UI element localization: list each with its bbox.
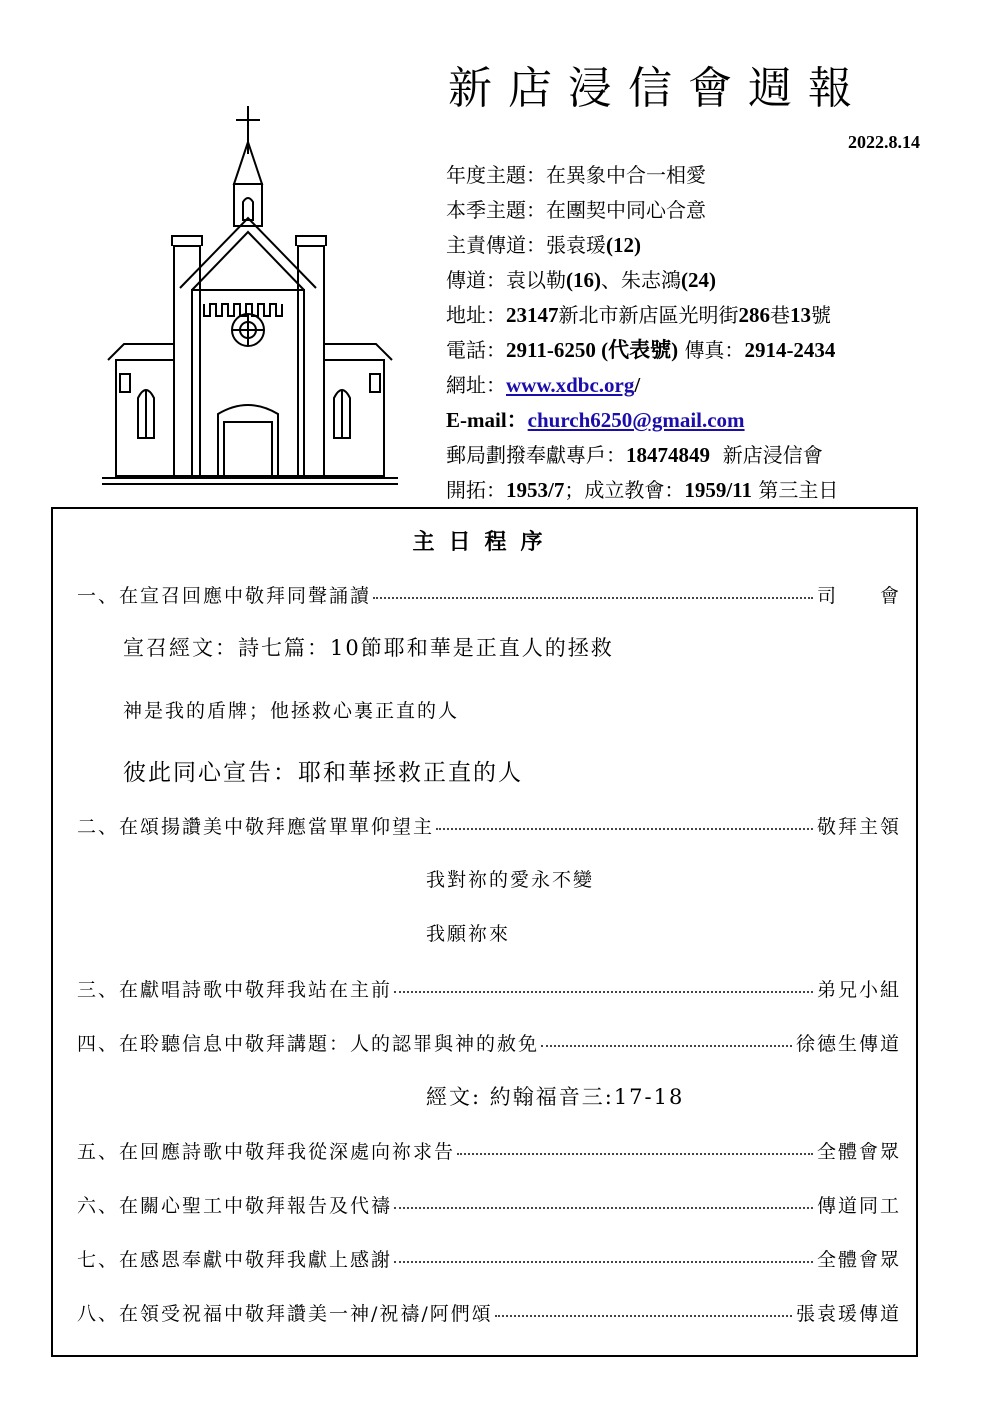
program-row xyxy=(77,1297,901,1327)
program-row xyxy=(77,579,901,609)
founding xyxy=(446,473,956,508)
program-row xyxy=(77,1135,901,1165)
address-label: 地址： xyxy=(446,303,506,327)
bulletin-date: 2022.8.14 xyxy=(848,132,920,152)
postal-label: 郵局劃撥奉獻專戶： xyxy=(446,443,626,467)
program-row xyxy=(77,1243,901,1273)
address-lane-num: 286 xyxy=(738,303,770,327)
program-leader: 徐德生傳道 xyxy=(795,1032,901,1055)
established-suffix: 第三主日 xyxy=(758,478,839,502)
preacher-2-num: (24) xyxy=(681,268,716,292)
program-part: 三、在獻唱詩歌中敬拜 xyxy=(77,978,288,1001)
preachers xyxy=(446,263,956,298)
preacher-1-num: (16) xyxy=(566,268,601,292)
established-label: ；成立教會： xyxy=(564,478,685,502)
song-3: 我願祢來 xyxy=(426,923,511,945)
address xyxy=(446,298,956,333)
program-content: 應當單單仰望主 xyxy=(287,815,435,838)
founded-label: 開拓： xyxy=(446,478,506,502)
preacher-2: 、朱志鴻 xyxy=(601,268,681,292)
address-lane: 巷 xyxy=(770,303,790,327)
leader-dots xyxy=(436,828,813,830)
leader-dots xyxy=(394,1261,813,1263)
fax-value: 2914-2434 xyxy=(744,338,836,362)
church-illustration xyxy=(100,98,400,488)
web-suffix: / xyxy=(634,373,641,397)
lead-pastor-num: (12) xyxy=(606,233,641,257)
program-row xyxy=(77,1027,901,1057)
postal-name: 新店浸信會 xyxy=(722,443,823,467)
program-leader: 全體會眾 xyxy=(816,1140,901,1163)
program-part: 六、在關心聖工中敬拜 xyxy=(77,1194,288,1217)
scripture: 經文: 約翰福音三:17-18 xyxy=(426,1085,685,1109)
lead-pastor-label: 主責傳道：張袁瑗 xyxy=(446,233,606,257)
program-content: 報告及代禱 xyxy=(287,1194,393,1217)
website-link[interactable]: www.xdbc.org xyxy=(506,373,635,397)
program-leader: 張袁瑗傳道 xyxy=(795,1302,901,1325)
call-line-3: 彼此同心宣告：耶和華拯救正直的人 xyxy=(123,760,523,786)
program-content: 講題：人的認罪與神的赦免 xyxy=(287,1032,540,1055)
call-verse: 宣召經文：詩七篇：10節耶和華是正直人的拯救 xyxy=(123,636,614,660)
program-part: 四、在聆聽信息中敬拜 xyxy=(77,1032,288,1055)
email xyxy=(446,403,956,438)
program-content: 同聲誦讀 xyxy=(287,584,372,607)
program-part: 八、在領受祝福中敬拜 xyxy=(77,1302,288,1325)
leader-dots xyxy=(495,1315,792,1317)
phone-label: 電話： xyxy=(446,338,506,362)
program-leader: 敬拜主領 xyxy=(816,815,901,838)
program-row xyxy=(77,973,901,1003)
founded-value: 1953/7 xyxy=(506,478,565,502)
call-line-2: 神是我的盾牌；他拯救心裏正直的人 xyxy=(123,700,460,722)
program-leader: 傳道同工 xyxy=(816,1194,901,1217)
program-part: 七、在感恩奉獻中敬拜 xyxy=(77,1248,288,1271)
program-content: 我獻上感謝 xyxy=(287,1248,393,1271)
program-content: 讚美一神/祝禱/阿們頌 xyxy=(287,1302,493,1325)
leader-dots xyxy=(394,991,813,993)
program-content: 我從深處向祢求告 xyxy=(287,1140,456,1163)
fax-label: 傳真： xyxy=(684,338,745,362)
leader-dots xyxy=(373,597,813,599)
leader-dots xyxy=(457,1153,813,1155)
postal-code: 23147 xyxy=(506,303,559,327)
preacher-1: 傳道：袁以勒 xyxy=(446,268,566,292)
phone-fax xyxy=(446,333,956,368)
address-house-num: 13 xyxy=(790,303,811,327)
bulletin-title: 新店浸信會週報 xyxy=(448,63,868,114)
email-link[interactable]: church6250@gmail.com xyxy=(527,408,745,432)
postal-account xyxy=(446,438,956,473)
program-leader: 弟兄小組 xyxy=(816,978,901,1001)
address-house: 號 xyxy=(811,303,831,327)
program-leader: 司 會 xyxy=(816,584,901,607)
church-info xyxy=(446,158,956,508)
web-label: 網址： xyxy=(446,373,506,397)
worship-program xyxy=(51,507,918,1357)
address-street: 新北市新店區光明街 xyxy=(558,303,739,327)
website xyxy=(446,368,956,403)
program-row xyxy=(77,810,901,840)
program-title: 主日程序 xyxy=(412,529,557,555)
program-row xyxy=(77,1189,901,1219)
email-label: E-mail： xyxy=(446,408,528,432)
phone-value: 2911-6250 (代表號) xyxy=(506,338,679,362)
postal-number: 18474849 xyxy=(626,443,710,467)
leader-dots xyxy=(394,1207,813,1209)
program-part: 二、在頌揚讚美中敬拜 xyxy=(77,815,288,838)
song-2: 我對祢的愛永不變 xyxy=(426,869,595,891)
lead-pastor xyxy=(446,228,956,263)
program-content: 我站在主前 xyxy=(287,978,393,1001)
program-part: 一、在宣召回應中敬拜 xyxy=(77,584,288,607)
established-value: 1959/11 xyxy=(684,478,753,502)
program-part: 五、在回應詩歌中敬拜 xyxy=(77,1140,288,1163)
leader-dots xyxy=(541,1045,792,1047)
annual-theme: 年度主題：在異象中合一相愛 xyxy=(446,163,706,187)
season-theme: 本季主題：在團契中同心合意 xyxy=(446,198,706,222)
program-leader: 全體會眾 xyxy=(816,1248,901,1271)
